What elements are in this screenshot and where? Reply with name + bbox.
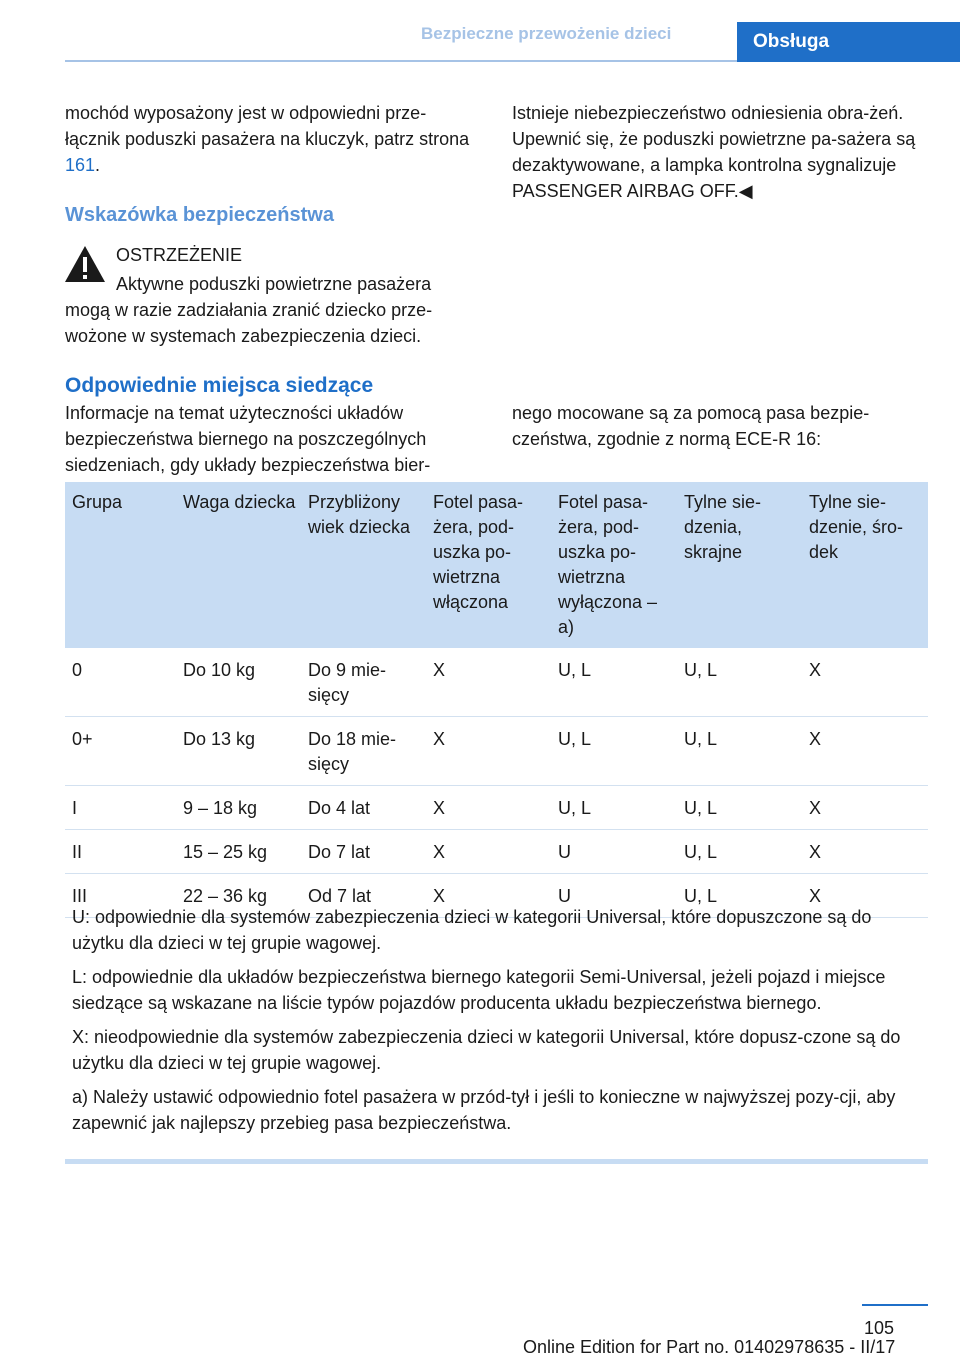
- table-cell: U, L: [552, 786, 678, 830]
- note-a: a) Należy ustawić odpowiednio fotel pasażera w przód-tył i jeśli to konieczne w najwyższej pozy‐cji, aby zapewnić jak najlepszy przebieg pasa bezpieczeństwa.: [72, 1087, 896, 1133]
- header-rule: [65, 60, 737, 62]
- table-cell: 9 – 18 kg: [177, 786, 302, 830]
- table-cell: X: [427, 717, 552, 786]
- table-cell: X: [803, 830, 928, 874]
- page-number: 105: [864, 1318, 895, 1338]
- table-cell: U: [552, 874, 678, 918]
- table-cell: U, L: [678, 786, 803, 830]
- table-cell: X: [427, 786, 552, 830]
- seats-table: [65, 482, 928, 918]
- table-row: [65, 786, 928, 830]
- table-cell: U, L: [552, 648, 678, 717]
- table-cell: U, L: [552, 717, 678, 786]
- table-cell: U, L: [678, 874, 803, 918]
- table-cell: 15 – 25 kg: [177, 830, 302, 874]
- table-cell: X: [427, 830, 552, 874]
- header-rear-center: Tylne sie‐dzenie, śro‐dek: [803, 482, 928, 648]
- table-cell: III: [65, 874, 177, 918]
- note-x: X: nieodpowiednie dla systemów zabezpieczenia dzieci w kategorii Universal, które dopusz‐czone są do użytku dla dzieci w tej grupie wagowej.: [72, 1027, 901, 1073]
- seats-intro-left-text: Informacje na temat użyteczności układów bezpieczeństwa biernego na poszczególnych siedzeniach, gdy układy bezpieczeństwa bier‐: [65, 403, 431, 475]
- intro-paragraph: [65, 100, 475, 178]
- note-u: U: odpowiednie dla systemów zabezpieczenia dzieci w kategorii Universal, które dopuszczone są do użytku dla dzieci w tej grupie wagowej.: [72, 907, 872, 953]
- header-group: Grupa: [65, 482, 177, 648]
- table-cell: 0+: [65, 717, 177, 786]
- table-cell: Do 13 kg: [177, 717, 302, 786]
- table-cell: X: [803, 786, 928, 830]
- intro-text: mochód wyposażony jest w odpowiedni prze‐łącznik poduszki pasażera na kluczyk, patrz strona: [65, 103, 470, 149]
- header-front-airbag-off: Fotel pasa‐żera, pod‐uszka po‐wietrzna wyłączona – a): [552, 482, 678, 648]
- table-cell: U, L: [678, 717, 803, 786]
- table-cell: 0: [65, 648, 177, 717]
- warning-text: Aktywne poduszki powietrzne pasażera mogą w razie zadziałania zranić dziecko prze‐wożone w systemach zabezpieczenia dzieci.: [65, 274, 433, 346]
- table-cell: X: [427, 648, 552, 717]
- right-warning-cont: [512, 100, 928, 204]
- table-cell: Od 7 lat: [302, 874, 427, 918]
- footer-rule: [862, 1304, 928, 1306]
- note-l: L: odpowiednie dla układów bezpieczeństwa biernego kategorii Semi-Universal, jeżeli pojazd i miejsce siedzące są wskazane na liście typów pojazdów producenta układu bezpieczeństwa biernego.: [72, 967, 886, 1013]
- header-chapter-label: Obsługa: [753, 31, 830, 52]
- header-age: Przybliżony wiek dziecka: [302, 482, 427, 648]
- table-cell: 22 – 36 kg: [177, 874, 302, 918]
- table-cell: Do 4 lat: [302, 786, 427, 830]
- table-cell: Do 10 kg: [177, 648, 302, 717]
- footer-edition: Online Edition for Part no. 01402978635 - II/17: [523, 1337, 896, 1357]
- table-cell: U, L: [678, 830, 803, 874]
- table-header-row: [65, 482, 928, 648]
- seats-intro-right-text: nego mocowane są za pomocą pasa bezpie‐czeństwa, zgodnie z normą ECE-R 16:: [512, 403, 870, 449]
- table-cell: X: [803, 717, 928, 786]
- warning-continuation: Istnieje niebezpieczeństwo odniesienia obra‐żeń. Upewnić się, że poduszki powietrzne pa‐sażera są dezaktywowane, a lampka kontrolna sygnalizuje PASSENGER AIRBAG OFF.◀: [512, 103, 916, 201]
- header-front-airbag-on: Fotel pasa‐żera, pod‐uszka po‐wietrzna włączona: [427, 482, 552, 648]
- page-link[interactable]: 161: [65, 155, 96, 175]
- seats-intro-left: [65, 400, 477, 478]
- safety-heading: Wskazówka bezpieczeństwa: [65, 204, 334, 226]
- header-chapter-tab: [737, 22, 960, 62]
- table-row: [65, 830, 928, 874]
- left-intro: [65, 100, 475, 178]
- table-cell: X: [803, 648, 928, 717]
- header-weight: Waga dziecka: [177, 482, 302, 648]
- intro-end: .: [95, 155, 101, 175]
- table-notes: [72, 904, 924, 1144]
- table-cell: U: [552, 830, 678, 874]
- seats-heading: Odpowiednie miejsca siedzące: [65, 374, 374, 397]
- warning-title: OSTRZEŻENIE: [116, 245, 243, 265]
- header-section-title: Bezpieczne przewożenie dzieci: [421, 24, 672, 43]
- table-cell: II: [65, 830, 177, 874]
- table-bottom-rule: [65, 1159, 928, 1164]
- table-cell: Do 9 mie‐sięcy: [302, 648, 427, 717]
- table-cell: X: [803, 874, 928, 918]
- table-row: [65, 717, 928, 786]
- table-row: [65, 648, 928, 717]
- table-cell: X: [427, 874, 552, 918]
- table-cell: Do 18 mie‐sięcy: [302, 717, 427, 786]
- header-rear-outer: Tylne sie‐dzenia, skrajne: [678, 482, 803, 648]
- seats-intro-right: [512, 400, 928, 452]
- table-cell: U, L: [678, 648, 803, 717]
- table-cell: I: [65, 786, 177, 830]
- warning-block: [65, 271, 477, 349]
- table-cell: Do 7 lat: [302, 830, 427, 874]
